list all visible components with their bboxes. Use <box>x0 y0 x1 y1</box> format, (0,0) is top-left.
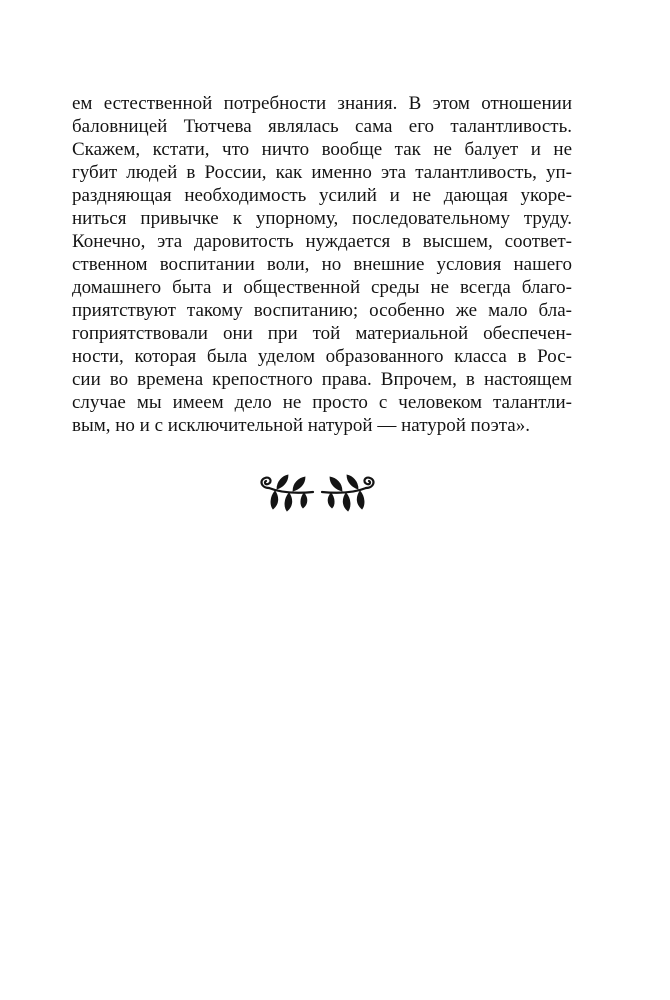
text-line: ственном воспитании воли, но внешние условия нашего <box>72 254 572 275</box>
text-line: Скажем, кстати, что ничто вообще так не балует и не <box>72 139 572 160</box>
text-line: гоприятствовали они при той материальной обеспечен- <box>72 323 572 344</box>
text-line: случае мы имеем дело не просто с человеком талантли- <box>72 392 572 413</box>
text-line: вым, но и с исключительной натурой — натурой поэта». <box>72 415 530 436</box>
text-line: домашнего быта и общественной среды не всегда благо- <box>72 277 572 298</box>
laurel-branches-ornament-icon <box>255 470 380 514</box>
text-line: ниться привычке к упорному, последовательному труду. <box>72 208 572 229</box>
text-line: Конечно, эта даровитость нуждается в высшем, соответ- <box>72 231 572 252</box>
text-line: приятствуют такому воспитанию; особенно же мало бла- <box>72 300 572 321</box>
text-line: губит людей в России, как именно эта талантливость, уп- <box>72 162 572 183</box>
text-line: сии во времена крепостного права. Впрочем, в настоящем <box>72 369 572 390</box>
text-line: ности, которая была уделом образованного класса в Рос- <box>72 346 572 367</box>
body-paragraph <box>72 92 572 437</box>
text-line: баловницей Тютчева являлась сама его талантливость. <box>72 116 572 137</box>
text-line: раздняющая необходимость усилий и не дающая укоре- <box>72 185 572 206</box>
text-line: ем естественной потребности знания. В этом отношении <box>72 93 572 114</box>
